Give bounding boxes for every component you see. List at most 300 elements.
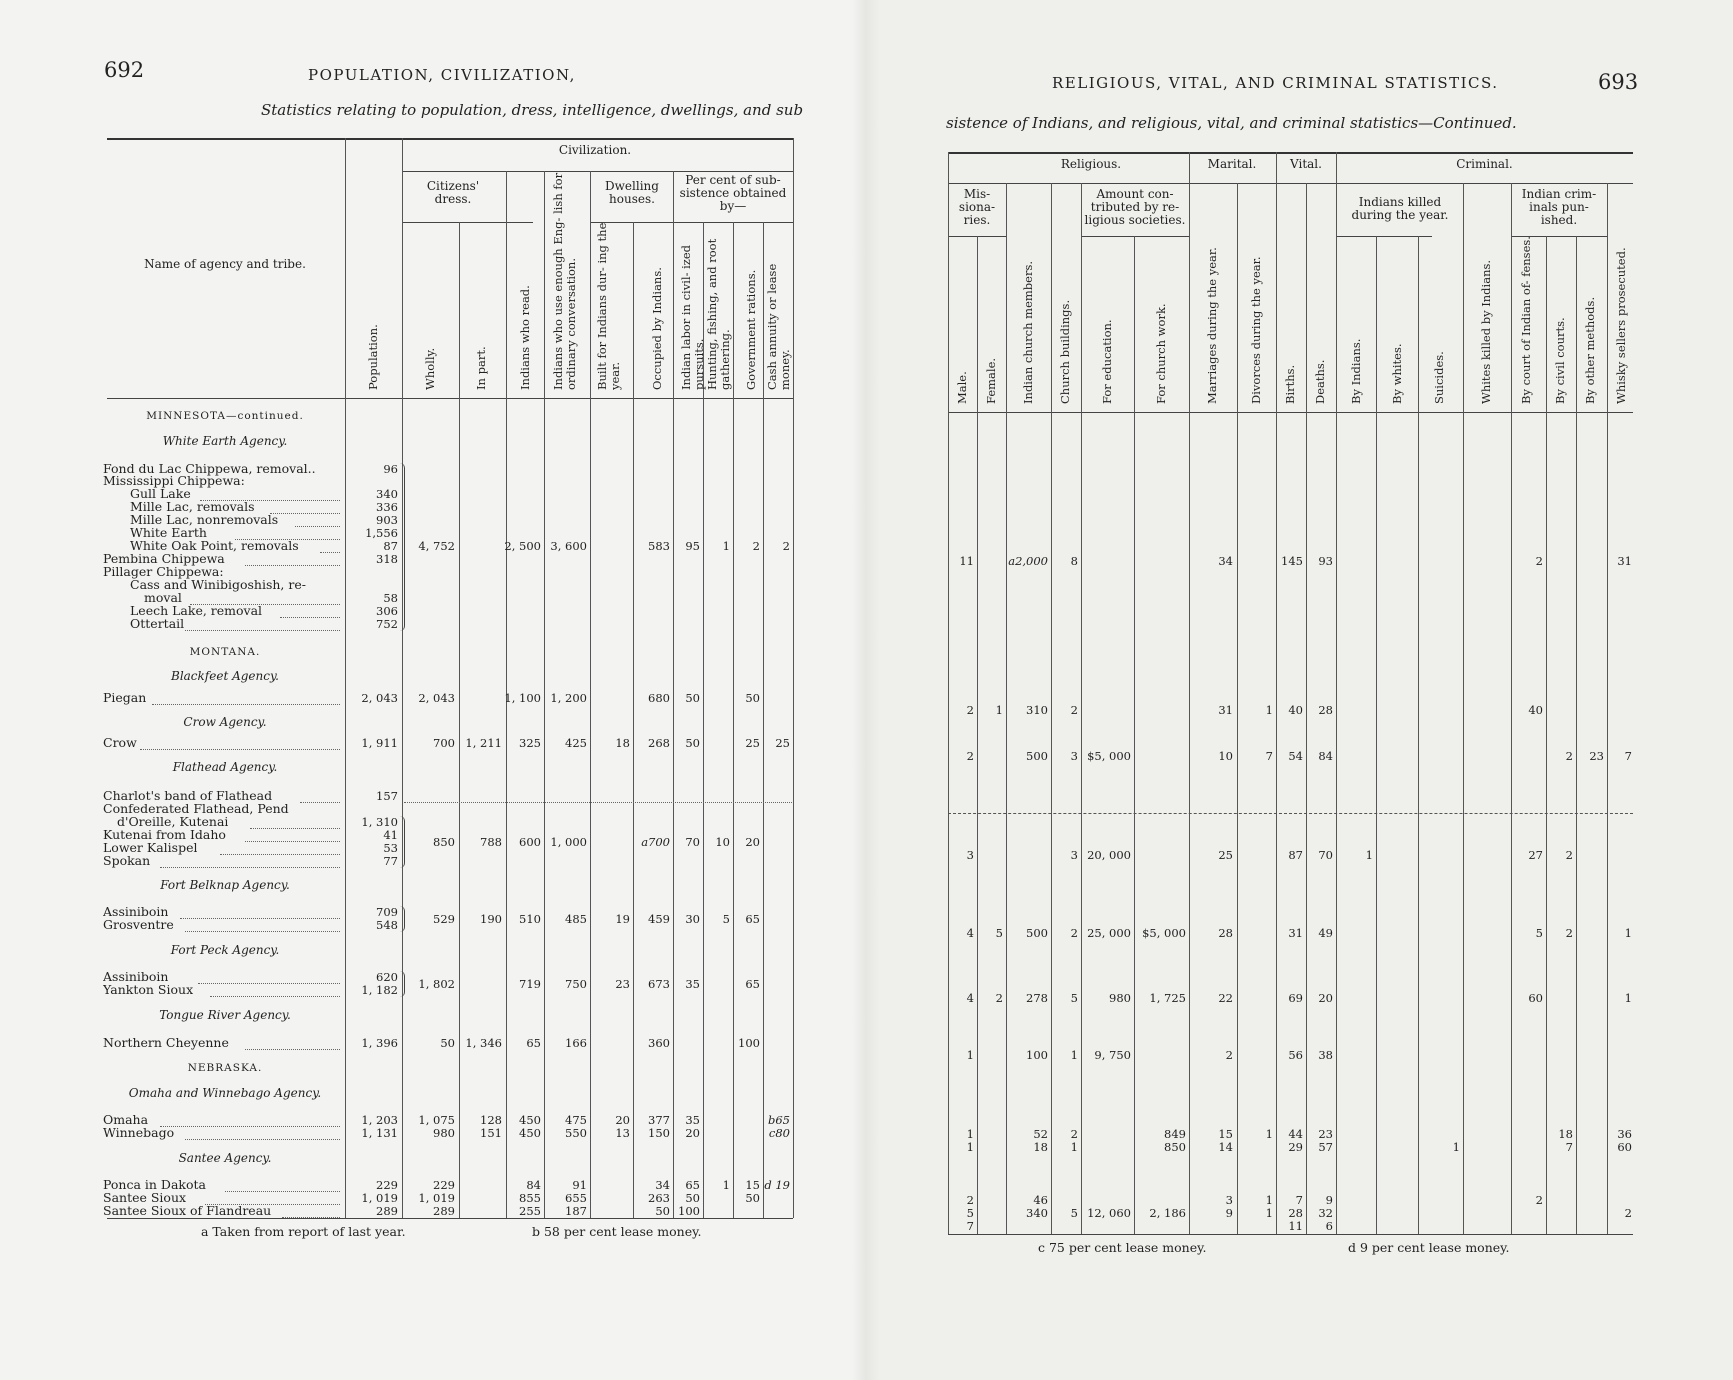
cell-occupied: 459 (648, 912, 670, 926)
cell-buildings: 3 (1070, 749, 1078, 763)
leader-dots (198, 983, 340, 984)
column-rule (1576, 236, 1577, 1234)
footnote-b: b 58 per cent lease money. (532, 1224, 702, 1239)
leader-dots (245, 1049, 340, 1050)
tribe-name: White Earth (130, 527, 207, 540)
leader-dots (190, 604, 340, 605)
cell-english: 91 (572, 1178, 587, 1192)
column-rule (1189, 152, 1190, 1234)
header-amount: Amount con- tributed by re- ligious societies. (1084, 187, 1186, 227)
population-value: 1,556 (365, 526, 398, 540)
header-whites-killed: Whites killed by Indians. (1479, 259, 1493, 404)
cell-civil: 18 (1558, 1127, 1573, 1141)
table-subtitle-left: Statistics relating to population, dress, intelligence, dwellings, and sub (261, 101, 804, 119)
column-rule (633, 222, 634, 1218)
population-value: 58 (383, 591, 398, 605)
cell-english: 1, 200 (550, 691, 587, 705)
cell-births: 31 (1288, 926, 1303, 940)
cell-civil: 2 (1565, 926, 1573, 940)
grouping-brace (400, 906, 405, 932)
tribe-name: Charlot's band of Flathead (103, 790, 273, 803)
cell-deaths: 93 (1318, 554, 1333, 568)
population-value: 289 (376, 1204, 398, 1218)
column-rule (673, 171, 674, 1218)
cell-rations: 65 (745, 977, 760, 991)
cell-deaths: 28 (1318, 703, 1333, 717)
cell-buildings: 5 (1070, 991, 1078, 1005)
cell-whisky: 60 (1617, 1140, 1632, 1154)
cell-education: 12, 060 (1087, 1206, 1131, 1220)
leader-dots (300, 802, 340, 803)
cell-court: 27 (1528, 848, 1543, 862)
leader-dots (160, 1126, 340, 1127)
cell-marriages: 31 (1218, 703, 1233, 717)
leader-dots (270, 513, 340, 514)
column-rule (1237, 183, 1238, 1234)
cell-civil: 7 (1565, 1140, 1573, 1154)
cell-court: 5 (1535, 926, 1543, 940)
cell-whisky: 1 (1624, 991, 1632, 1005)
cell-births: 145 (1281, 554, 1303, 568)
tribe-name: Leech Lake, removal (130, 605, 263, 618)
leader-dots (180, 918, 340, 919)
header-whisky: Whisky sellers prosecuted. (1614, 247, 1628, 404)
tribe-name: Confederated Flathead, Pend (103, 803, 289, 816)
cell-members: 46 (1033, 1193, 1048, 1207)
cell-education: $5, 000 (1087, 749, 1131, 763)
cell-civil: 2 (1565, 848, 1573, 862)
population-value: 620 (376, 970, 398, 984)
header-bottom-rule (107, 398, 793, 399)
cell-wholly: 2, 043 (418, 691, 455, 705)
column-rule (1607, 183, 1608, 1234)
population-value: 1, 310 (361, 815, 398, 829)
population-value: 41 (383, 828, 398, 842)
cell-wholly: 700 (433, 736, 455, 750)
cell-read: 255 (519, 1204, 541, 1218)
leader-dots (210, 996, 340, 997)
column-rule (402, 138, 403, 1218)
cell-wholly: 289 (433, 1204, 455, 1218)
agency-heading: Tongue River Agency. (159, 1008, 291, 1022)
column-rule (1276, 152, 1277, 1234)
agency-heading: Crow Agency. (183, 715, 267, 729)
cell-male: 11 (959, 554, 974, 568)
cell-in-part: 190 (480, 912, 502, 926)
header-in-part: In part. (474, 346, 488, 390)
header-other: By other methods. (1583, 296, 1597, 404)
tribe-name: Assiniboin (103, 906, 169, 919)
cell-education: 25, 000 (1087, 926, 1131, 940)
cell-hunting: 5 (722, 912, 730, 926)
column-rule (733, 222, 734, 1218)
cell-built: 23 (615, 977, 630, 991)
cell-read: 450 (519, 1126, 541, 1140)
cell-occupied: 150 (648, 1126, 670, 1140)
population-value: 229 (376, 1178, 398, 1192)
cell-male: 1 (966, 1127, 974, 1141)
cell-marriages: 3 (1225, 1193, 1233, 1207)
cell-marriages: 22 (1218, 991, 1233, 1005)
cell-male: 1 (966, 1048, 974, 1062)
cell-buildings: 1 (1070, 1140, 1078, 1154)
header-religious: Religious. (1060, 157, 1122, 171)
header-population: Population. (366, 324, 380, 390)
cell-members: 310 (1026, 703, 1048, 717)
header-divorces: Divorces during the year. (1249, 256, 1263, 404)
cell-labor: 50 (685, 1191, 700, 1205)
cell-court: 2 (1535, 1193, 1543, 1207)
tribe-name: Gull Lake (130, 488, 191, 501)
cell-read: 719 (519, 977, 541, 991)
column-rule (1418, 236, 1419, 1234)
header-births: Births. (1283, 364, 1297, 404)
column-rule (1336, 152, 1337, 1234)
population-value: 336 (376, 500, 398, 514)
cell-members: 340 (1026, 1206, 1048, 1220)
cell-male: 2 (966, 1193, 974, 1207)
cell-male: 3 (966, 848, 974, 862)
tribe-name: Santee Sioux of Flandreau (103, 1205, 272, 1218)
tribe-name: Winnebago (103, 1127, 175, 1140)
tribe-name: Mille Lac, nonremovals (130, 514, 279, 527)
running-head-right: RELIGIOUS, VITAL, AND CRIMINAL STATISTICS. (1052, 74, 1499, 92)
agency-heading: Blackfeet Agency. (171, 669, 279, 683)
cell-deaths: 70 (1318, 848, 1333, 862)
agency-heading: Flathead Agency. (172, 760, 278, 774)
cell-births: 87 (1288, 848, 1303, 862)
cell-wholly: 1, 075 (418, 1113, 455, 1127)
cell-deaths: 38 (1318, 1048, 1333, 1062)
cell-wholly: 229 (433, 1178, 455, 1192)
book-gutter (852, 0, 880, 1380)
page-number-right: 693 (1598, 70, 1639, 94)
cell-whisky: 7 (1624, 749, 1632, 763)
cell-read: 65 (526, 1036, 541, 1050)
cell-hunting: 1 (722, 539, 730, 553)
population-value: 87 (383, 539, 398, 553)
header-members: Indian church members. (1021, 261, 1035, 404)
header-suicides: Suicides. (1432, 351, 1446, 404)
population-value: 53 (383, 841, 398, 855)
column-rule (793, 138, 794, 1218)
tribe-name: Piegan (103, 692, 147, 705)
cell-labor: 100 (678, 1204, 700, 1218)
cell-hunting: 10 (715, 835, 730, 849)
cell-other: 23 (1589, 749, 1604, 763)
cell-buildings: 5 (1070, 1206, 1078, 1220)
population-value: 340 (376, 487, 398, 501)
cell-deaths: 57 (1318, 1140, 1333, 1154)
column-rule (1081, 183, 1082, 1234)
header-read: Indians who read. (518, 285, 532, 390)
cell-rations: 2 (752, 539, 760, 553)
population-value: 1, 019 (361, 1191, 398, 1205)
leader-dots (280, 617, 340, 618)
cell-wholly: 4, 752 (418, 539, 455, 553)
population-value: 157 (376, 789, 398, 803)
column-rule (1006, 183, 1007, 1234)
table-subtitle-right: sistence of Indians, and religious, vital, and criminal statistics—Continued. (946, 114, 1517, 132)
cell-rations: 50 (745, 691, 760, 705)
cell-members: a2,000 (1008, 554, 1048, 568)
cell-by-indians: 1 (1365, 848, 1373, 862)
header-occupied: Occupied by Indians. (650, 267, 664, 390)
cell-male: 4 (966, 926, 974, 940)
cell-births: 56 (1288, 1048, 1303, 1062)
cell-english: 655 (565, 1191, 587, 1205)
header-civil: By civil courts. (1553, 317, 1567, 404)
leader-dots (185, 630, 340, 631)
column-rule (948, 152, 949, 1234)
agency-heading: White Earth Agency. (162, 434, 288, 448)
cell-labor: 50 (685, 736, 700, 750)
tribe-name: Northern Cheyenne (103, 1037, 229, 1050)
agency-heading: Omaha and Winnebago Agency. (128, 1086, 322, 1100)
grouping-brace (400, 971, 405, 997)
population-value: 1, 203 (361, 1113, 398, 1127)
cell-labor: 50 (685, 691, 700, 705)
header-name: Name of agency and tribe. (144, 257, 306, 271)
cell-wholly: 980 (433, 1126, 455, 1140)
column-rule (1511, 183, 1512, 1234)
state-heading: MINNESOTA—continued. (146, 410, 304, 422)
header-female: Female. (984, 357, 998, 404)
header-marital: Marital. (1207, 157, 1257, 171)
rule (1081, 236, 1189, 237)
header-killed: Indians killed during the year. (1351, 195, 1449, 222)
cell-english: 166 (565, 1036, 587, 1050)
cell-wholly: 850 (433, 835, 455, 849)
leader-dots (185, 1139, 340, 1140)
column-rule (1376, 236, 1377, 1234)
tribe-name: Ponca in Dakota (103, 1179, 206, 1192)
cell-church-work: 849 (1164, 1127, 1186, 1141)
agency-heading: Santee Agency. (178, 1151, 272, 1165)
footnote-d: d 9 per cent lease money. (1348, 1240, 1510, 1255)
cell-marriages: 10 (1218, 749, 1233, 763)
cell-whisky: 1 (1624, 926, 1632, 940)
cell-buildings: 2 (1070, 1127, 1078, 1141)
cell-divorces: 1 (1265, 1127, 1273, 1141)
cell-marriages: 15 (1218, 1127, 1233, 1141)
header-labor: Indian labor in civil- ized pursuits. (679, 244, 706, 390)
table-bottom-rule (107, 1218, 793, 1219)
footnote-a: a Taken from report of last year. (201, 1224, 406, 1239)
cell-in-part: 1, 346 (465, 1036, 502, 1050)
grouping-brace (400, 816, 405, 868)
cell-rations: 100 (738, 1036, 760, 1050)
state-heading: MONTANA. (189, 646, 261, 658)
cell-in-part: 151 (480, 1126, 502, 1140)
cell-labor: 20 (685, 1126, 700, 1140)
cell-labor: 70 (685, 835, 700, 849)
cell-occupied: 50 (655, 1204, 670, 1218)
cell-births: 40 (1288, 703, 1303, 717)
tribe-name: White Oak Point, removals (130, 540, 299, 553)
header-education: For education. (1100, 319, 1114, 404)
tribe-name: Santee Sioux (103, 1192, 187, 1205)
header-male: Male. (955, 371, 969, 404)
cell-members: 500 (1026, 926, 1048, 940)
header-english: Indians who use enough Eng- lish for ordinary conversation. (551, 172, 578, 390)
tribe-name: Pillager Chippewa: (103, 566, 224, 579)
cell-rations: 25 (745, 736, 760, 750)
cell-marriages: 2 (1225, 1048, 1233, 1062)
tribe-name: moval (144, 592, 182, 605)
population-value: 548 (376, 918, 398, 932)
cell-divorces: 7 (1265, 749, 1273, 763)
cell-education: 9, 750 (1094, 1048, 1131, 1062)
cell-births: 69 (1288, 991, 1303, 1005)
leader-dots (235, 539, 340, 540)
cell-cash: d 19 (764, 1178, 790, 1192)
cell-occupied: 360 (648, 1036, 670, 1050)
cell-births: 11 (1288, 1219, 1303, 1233)
cell-buildings: 8 (1070, 554, 1078, 568)
column-rule (1134, 236, 1135, 1234)
cell-male: 2 (966, 703, 974, 717)
cell-members: 500 (1026, 749, 1048, 763)
cell-buildings: 2 (1070, 703, 1078, 717)
cell-births: 54 (1288, 749, 1303, 763)
table-top-rule (107, 138, 793, 140)
cell-church-work: 850 (1164, 1140, 1186, 1154)
cell-occupied: 377 (648, 1113, 670, 1127)
cell-births: 28 (1288, 1206, 1303, 1220)
cell-built: 20 (615, 1113, 630, 1127)
cell-court: 40 (1528, 703, 1543, 717)
tribe-name: Fond du Lac Chippewa, removal.. (103, 463, 316, 476)
tribe-name: Omaha (103, 1114, 149, 1127)
leader-dots (225, 1191, 340, 1192)
cell-english: 475 (565, 1113, 587, 1127)
header-built: Built for Indians dur- ing the year. (595, 222, 622, 390)
column-rule (977, 236, 978, 1234)
population-value: 752 (376, 617, 398, 631)
cell-english: 3, 600 (550, 539, 587, 553)
cell-english: 485 (565, 912, 587, 926)
cell-in-part: 128 (480, 1113, 502, 1127)
cell-education: 980 (1109, 991, 1131, 1005)
cell-english: 187 (565, 1204, 587, 1218)
cell-deaths: 32 (1318, 1206, 1333, 1220)
leader-dots (185, 931, 340, 932)
header-rations: Government rations. (744, 269, 758, 390)
tribe-name: Grosventre (103, 919, 174, 932)
column-rule (1306, 183, 1307, 1234)
column-rule (1546, 236, 1547, 1234)
rule (402, 171, 793, 172)
population-value: 1, 131 (361, 1126, 398, 1140)
cell-built: 18 (615, 736, 630, 750)
cell-built: 19 (615, 912, 630, 926)
tribe-name: Spokan (103, 855, 151, 868)
tribe-name: Cass and Winibigoshish, re- (130, 579, 306, 592)
cell-marriages: 34 (1218, 554, 1233, 568)
cell-buildings: 1 (1070, 1048, 1078, 1062)
cell-divorces: 1 (1265, 1193, 1273, 1207)
header-civilization: Civilization. (558, 143, 632, 157)
cell-deaths: 84 (1318, 749, 1333, 763)
cell-marriages: 25 (1218, 848, 1233, 862)
cell-suicides: 1 (1452, 1140, 1460, 1154)
cell-labor: 30 (685, 912, 700, 926)
table-bottom-rule (948, 1234, 1633, 1235)
rule (402, 222, 533, 223)
cell-built: 13 (615, 1126, 630, 1140)
cell-male: 4 (966, 991, 974, 1005)
cell-occupied: 263 (648, 1191, 670, 1205)
leader-dots (320, 552, 340, 553)
cell-english: 550 (565, 1126, 587, 1140)
cell-deaths: 20 (1318, 991, 1333, 1005)
cell-read: 855 (519, 1191, 541, 1205)
agency-heading: Fort Belknap Agency. (160, 878, 290, 892)
header-vital: Vital. (1290, 157, 1322, 171)
tribe-name: Ottertail (130, 618, 185, 631)
tribe-name: Crow (103, 737, 137, 750)
empty-row-dots (404, 802, 792, 803)
cell-wholly: 1, 019 (418, 1191, 455, 1205)
cell-members: 100 (1026, 1048, 1048, 1062)
header-criminal: Criminal. (1456, 157, 1513, 171)
cell-cash: 2 (782, 539, 790, 553)
cell-read: 2, 500 (504, 539, 541, 553)
header-buildings: Church buildings. (1058, 299, 1072, 404)
column-rule (459, 222, 460, 1218)
header-dwelling: Dwelling houses. (605, 179, 659, 206)
column-rule (590, 171, 591, 1218)
cell-rations: 50 (745, 1191, 760, 1205)
leader-dots (250, 828, 340, 829)
cell-marriages: 9 (1225, 1206, 1233, 1220)
population-value: 1, 396 (361, 1036, 398, 1050)
cell-labor: 95 (685, 539, 700, 553)
cell-buildings: 3 (1070, 848, 1078, 862)
header-marriages: Marriages during the year. (1205, 247, 1219, 404)
cell-marriages: 28 (1218, 926, 1233, 940)
grouping-brace (400, 463, 405, 631)
header-hunting: Hunting, fishing, and root gathering. (705, 238, 732, 390)
cell-read: 510 (519, 912, 541, 926)
cell-marriages: 14 (1218, 1140, 1233, 1154)
cell-births: 29 (1288, 1140, 1303, 1154)
header-wholly: Wholly. (423, 347, 437, 390)
cell-in-part: 1, 211 (465, 736, 502, 750)
leader-dots (152, 704, 340, 705)
cell-occupied: 673 (648, 977, 670, 991)
cell-male: 2 (966, 749, 974, 763)
population-value: 903 (376, 513, 398, 527)
tribe-name: Pembina Chippewa (103, 553, 225, 566)
page-number-left: 692 (104, 58, 145, 82)
cell-church-work: $5, 000 (1142, 926, 1186, 940)
header-missionaries: Mis- siona- ries. (958, 187, 996, 227)
cell-english: 425 (565, 736, 587, 750)
cell-read: 325 (519, 736, 541, 750)
cell-labor: 35 (685, 1113, 700, 1127)
cell-members: 18 (1033, 1140, 1048, 1154)
cell-divorces: 1 (1265, 1206, 1273, 1220)
cell-whisky: 36 (1617, 1127, 1632, 1141)
cell-female: 2 (995, 991, 1003, 1005)
leader-dots (245, 565, 340, 566)
cell-education: 20, 000 (1087, 848, 1131, 862)
population-value: 318 (376, 552, 398, 566)
population-value: 77 (383, 854, 398, 868)
footnote-c: c 75 per cent lease money. (1038, 1240, 1207, 1255)
